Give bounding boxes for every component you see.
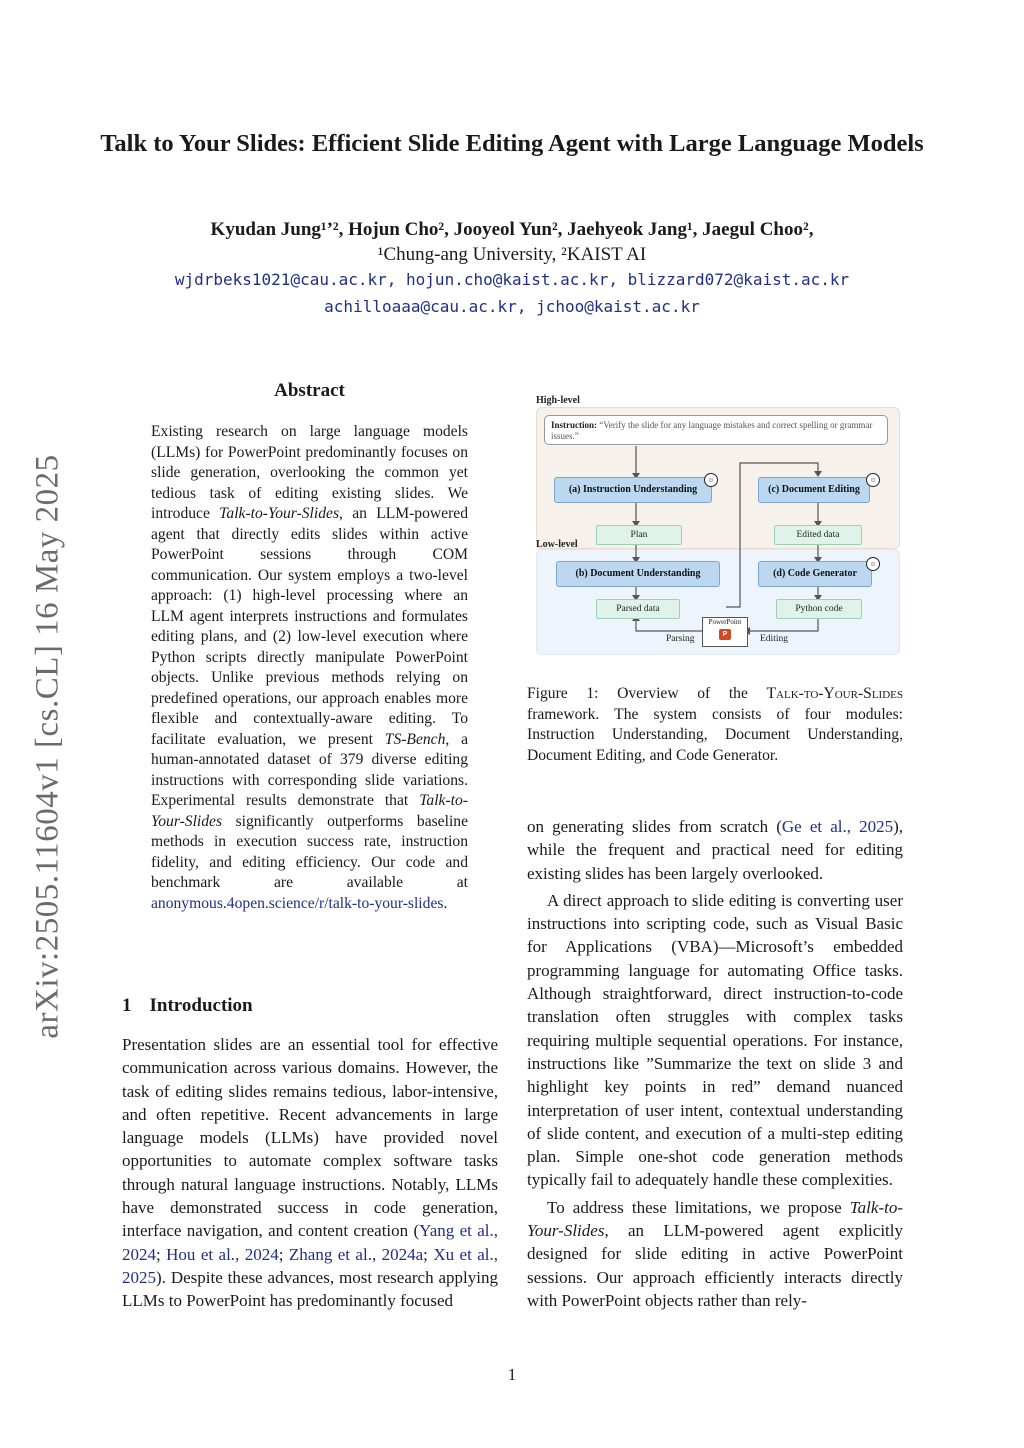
- paper-title: Talk to Your Slides: Efficient Slide Editing Agent with Large Language Models: [100, 130, 924, 157]
- abstract-heading: Abstract: [274, 380, 345, 401]
- right-paragraph-1: on generating slides from scratch (Ge et al., 2025), while the frequent and practical need for editing existing slides has been largely overlooked.: [527, 817, 904, 883]
- robot-icon: ☺: [866, 473, 880, 487]
- high-level-label: High-level: [536, 395, 580, 406]
- affiliations: ¹Chung-ang University, ²KAIST AI: [377, 244, 647, 265]
- right-column-text: [527, 815, 903, 1312]
- figure-1-diagram: [536, 393, 902, 658]
- abstract-body: Existing research on large language models (LLMs) for PowerPoint predominantly focuses on slide generation, overlooking the common yet tedious task of editing existing slides. We introduce Talk-to-Your-Slides, an LLM-powered agent that directly edits slides within active PowerPoint sessions through COM communication. Our system employs a two-level approach: (1) high-level processing where an LLM agent interprets instructions and formulates editing plans, and (2) low-level execution where Python scripts directly manipulate PowerPoint objects. Unlike previous methods relying on predefined operations, our approach enables more flexible and contextually-aware editing. To facilitate evaluation, we present TS-Bench, a human-annotated dataset of 379 diverse editing instructions with corresponding slide variations. Experimental results demonstrate that Talk-to-Your-Slides significantly outperforms baseline methods in execution success rate, instruction fidelity, and editing efficiency. Our code and benchmark are available at anonymous.4open.science/r/talk-to-your-slides.: [151, 423, 468, 912]
- parsed-data-box: Parsed data: [596, 599, 680, 619]
- module-document-editing: (c) Document Editing: [758, 477, 870, 503]
- edited-data-box: Edited data: [774, 525, 862, 545]
- python-code-box: Python code: [776, 599, 862, 619]
- citation-link[interactable]: Ge et al., 2025: [781, 817, 894, 836]
- citation-link[interactable]: Hou et al., 2024: [166, 1244, 279, 1264]
- plan-box: Plan: [596, 525, 682, 545]
- citation-link[interactable]: Yang et al., 2024: [122, 1221, 498, 1264]
- module-document-understanding: (b) Document Understanding: [556, 561, 720, 587]
- intro-paragraph: Presentation slides are an essential tool for effective communication across various domains. However, the task of editing slides remains tedious, labor-intensive, and often repetitive. Recent advancements in large language models (LLMs) have provided novel opportunities to automate complex software tasks through natural language instructions. Notably, LLMs have demonstrated success in code generation, interface navigation, and content creation (Yang et al., 2024; Hou et al., 2024; Zhang et al., 2024a; Xu et al., 2025). Despite these advances, most research applying LLMs to PowerPoint has predominantly focused: [122, 1035, 498, 1311]
- citation-link[interactable]: Zhang et al., 2024a: [288, 1244, 424, 1264]
- parsing-label: Parsing: [666, 634, 695, 644]
- code-link[interactable]: anonymous.4open.science/r/talk-to-your-slides: [151, 894, 444, 912]
- section-heading-introduction: 1 Introduction: [122, 995, 253, 1016]
- right-paragraph-2: A direct approach to slide editing is converting user instructions into scripting code, such as Visual Basic for Applications (VBA)—Microsoft’s embedded programming language for automating Office tasks. Although straightforward, direct instruction-to-code translation often struggles with complex tasks requiring multiple sequential operations. For instance, instructions like ”Summarize the text on slide 3 and highlight key points in red” demand nuanced interpretation of user intent, contextual understanding of slide content, and execution of a multi-step editing plan. Simple one-shot code generation methods typically fail to adequately handle these complexities.: [527, 890, 903, 1190]
- instruction-box: Instruction: “Verify the slide for any language mistakes and correct spelling or grammar issues.”: [544, 415, 888, 445]
- module-instruction-understanding: (a) Instruction Understanding: [554, 477, 712, 503]
- emails-line-1[interactable]: wjdrbeks1021@cau.ac.kr, hojun.cho@kaist.ac.kr, blizzard072@kaist.ac.kr: [174, 270, 850, 289]
- figure-1-caption: Figure 1: Overview of the Talk-to-Your-Slides framework. The system consists of four modules: Instruction Understanding, Document Understanding, Document Editing, and Code Generator.: [527, 685, 903, 764]
- citation-link[interactable]: Xu et al., 2025: [122, 1244, 498, 1287]
- editing-label: Editing: [760, 634, 788, 644]
- robot-icon: ☺: [704, 473, 718, 487]
- arxiv-id: arXiv:2505.11604v1 [cs.CL] 16 May 2025: [29, 454, 66, 1039]
- module-code-generator: (d) Code Generator: [758, 561, 872, 587]
- robot-icon: ☺: [866, 557, 880, 571]
- right-paragraph-3: To address these limitations, we propose Talk-to-Your-Slides, an LLM-powered agent explicitly designed for slide editing in active PowerPoint sessions. Our approach efficiently interacts directly with PowerPoint objects rather than rely-: [527, 1197, 903, 1310]
- author-list: Kyudan Jung¹ʼ², Hojun Cho², Jooyeol Yun², Jaehyeok Jang¹, Jaegul Choo²,: [210, 219, 814, 240]
- low-level-label: Low-level: [536, 539, 578, 550]
- emails-line-2[interactable]: achilloaaa@cau.ac.kr, jchoo@kaist.ac.kr: [324, 297, 700, 316]
- page-number: 1: [507, 1365, 517, 1384]
- powerpoint-icon: P: [719, 629, 731, 640]
- powerpoint-box: PowerPoint P: [702, 617, 748, 647]
